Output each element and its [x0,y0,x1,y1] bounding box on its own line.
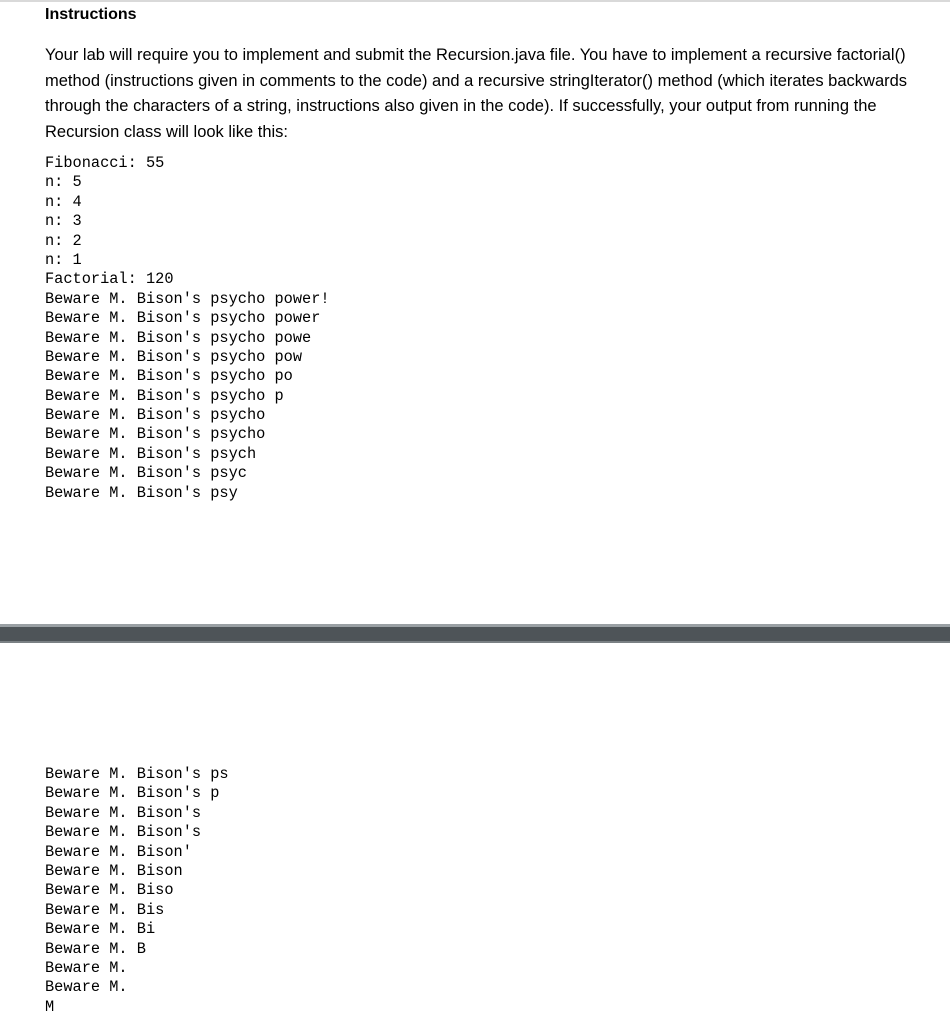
output-line: n: 1 [45,250,82,269]
output-line: Beware M. Bison's psycho [45,406,266,425]
output-line: Fibonacci: 55 [45,154,165,172]
output-line: Beware M. Bis [45,900,165,919]
output-line: Beware M. Bison's psycho power! [45,289,330,308]
output-line: Beware M. Bison's p [45,784,220,803]
output-line: Beware M. Bison's [45,803,202,822]
output-line: Beware M. B [45,939,146,958]
output-line: Beware M. Bison's [45,823,202,842]
output-line: Beware M. Bi [45,920,156,939]
output-line: Beware M. Bison's psych [45,444,257,463]
output-line: Beware M. Bison' [45,842,192,861]
output-line: Factorial: 120 [45,270,174,289]
output-line: M [45,997,55,1016]
output-line: n: 4 [45,192,82,211]
output-line: Beware M. Bison's psycho po [45,367,293,386]
program-output-page1 [45,154,330,503]
output-line: Beware M. Bison's psycho powe [45,328,312,347]
page-break-separator [0,624,950,643]
instructions-paragraph: Your lab will require you to implement and submit the Recursion.java file. You have to implement a recursive factorial() method (instructions given in comments to the code) and a recursive stringIterator() method (which iterates backwards through the characters of a string, instructions also given in the code). If successfully, your output from running the Recursion class will look like this: [45,46,908,141]
output-line: Beware M. Bison's ps [45,765,229,783]
instructions-heading: Instructions [45,6,137,23]
output-line: Beware M. [45,958,128,977]
output-line: n: 5 [45,173,82,192]
program-output-page2 [45,765,229,1017]
output-line: Beware M. Biso [45,881,174,900]
output-line: Beware M. [45,978,128,997]
output-line: Beware M. Bison's psycho p [45,386,284,405]
output-line: Beware M. Bison's psy [45,483,238,502]
output-line: Beware M. Bison's psyc [45,464,247,483]
output-line: Beware M. Bison's psycho [45,425,266,444]
output-line: n: 3 [45,212,82,231]
output-line: Beware M. Bison's psycho power [45,309,321,328]
output-line: n: 2 [45,231,82,250]
output-line: Beware M. Bison's psycho pow [45,347,303,366]
page-top-edge [0,0,950,2]
output-line: Beware M. Bison [45,861,183,880]
